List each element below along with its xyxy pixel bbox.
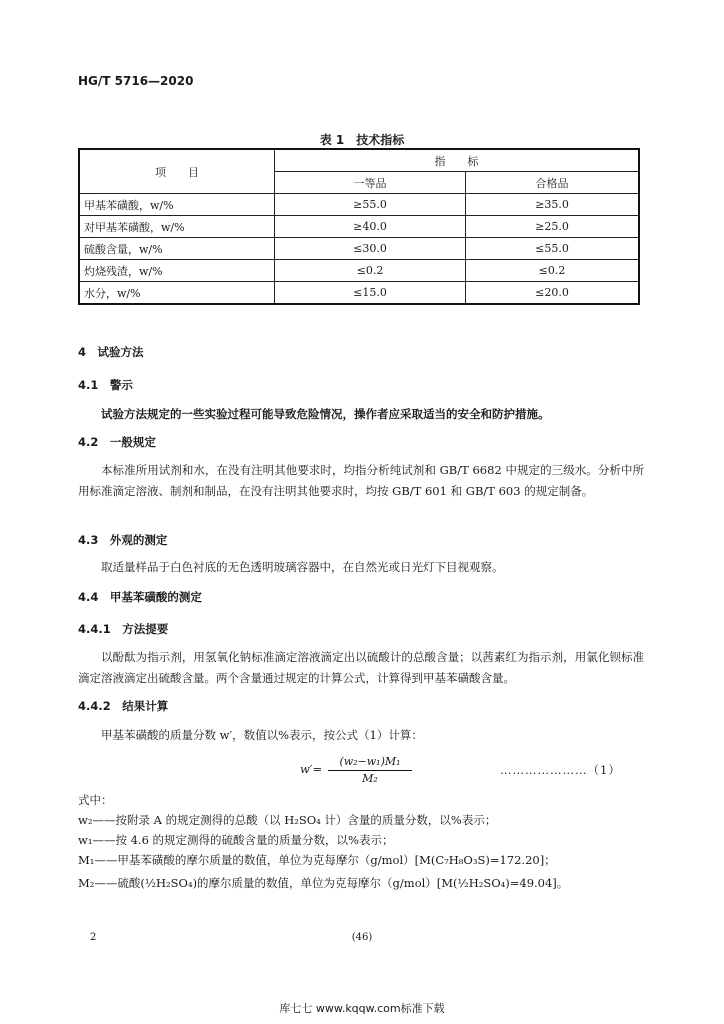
formula-1 (300, 754, 430, 786)
table-row (79, 282, 639, 305)
section-4-2-text: 本标准所用试剂和水，在没有注明其他要求时，均指分析纯试剂和 GB/T 6682 中规定的三级水。分析中所用标准滴定溶液、制剂和制品，在没有注明其他要求时，均按 GB/T 601 和 GB/T 603 的规定制备。 (78, 463, 644, 498)
section-4-4-1-heading: 4.4.1 方法提要 (78, 622, 169, 636)
header-item: 项 目 (79, 149, 275, 194)
formula-lhs: w′= (300, 762, 323, 776)
table-row (79, 238, 639, 260)
row-grade2: ≥35.0 (466, 194, 640, 216)
section-4-2-heading: 4.2 一般规定 (78, 435, 156, 449)
header-grade1: 一等品 (275, 172, 466, 194)
row-grade2: ≤20.0 (466, 282, 640, 305)
row-grade2: ≤55.0 (466, 238, 640, 260)
variable-w2: w₂——按附录 A 的规定测得的总酸（以 H₂SO₄ 计）含量的质量分数，以%表示； (78, 813, 497, 827)
table-row (79, 216, 639, 238)
row-item: 甲基苯磺酸，w/% (79, 194, 275, 216)
row-grade2: ≤0.2 (466, 260, 640, 282)
row-grade1: ≤30.0 (275, 238, 466, 260)
formula-numerator: (w₂−w₁)M₁ (328, 754, 412, 771)
section-4-4-1-text: 以酚酞为指示剂，用氢氧化钠标准滴定溶液滴定出以硫酸计的总酸含量；以茜素红为指示剂，用氯化钡标准滴定溶液滴定出硫酸含量。两个含量通过规定的计算公式，计算得到甲基苯磺酸含量。 (78, 650, 644, 685)
section-4-4-2-heading: 4.4.2 结果计算 (78, 699, 169, 713)
row-grade1: ≥55.0 (275, 194, 466, 216)
section-4-1-heading: 4.1 警示 (78, 378, 133, 392)
formula-denominator: M₂ (362, 772, 378, 785)
table-row (79, 260, 639, 282)
formula-number: …………………（1） (500, 763, 621, 777)
table-title: 表 1 技术指标 (319, 133, 405, 147)
technical-index-table (78, 148, 640, 305)
section-4-3-text: 取适量样品于白色衬底的无色透明玻璃容器中，在自然光或日光灯下目视观察。 (101, 560, 504, 574)
variable-m2: M₂——硫酸(½H₂SO₄)的摩尔质量的数值，单位为克每摩尔（g/mol）[M(½H₂SO₄)=49.04]。 (78, 876, 569, 890)
table-row (79, 194, 639, 216)
page-center-number: (46) (351, 932, 373, 943)
section-4-1-text: 试验方法规定的一些实验过程可能导致危险情况，操作者应采取适当的安全和防护措施。 (101, 407, 550, 421)
row-item: 对甲基苯磺酸，w/% (79, 216, 275, 238)
section-4-3-heading: 4.3 外观的测定 (78, 533, 168, 547)
formula-fraction (328, 754, 412, 787)
row-grade1: ≥40.0 (275, 216, 466, 238)
header-index: 指 标 (275, 149, 640, 172)
section-4-4-2-text: 甲基苯磺酸的质量分数 w′，数值以%表示，按公式（1）计算： (101, 728, 423, 742)
row-grade1: ≤15.0 (275, 282, 466, 305)
watermark: 库七七 www.kqqw.com标准下载 (279, 1002, 445, 1015)
variable-m1: M₁——甲基苯磺酸的摩尔质量的数值，单位为克每摩尔（g/mol）[M(C₇H₈O₃S)=172.20]； (78, 853, 556, 867)
row-item: 灼烧残渣，w/% (79, 260, 275, 282)
section-4-4-heading: 4.4 甲基苯磺酸的测定 (78, 590, 202, 604)
header-grade2: 合格品 (466, 172, 640, 194)
section-4-heading: 4 试验方法 (78, 345, 144, 359)
standard-number: HG/T 5716—2020 (78, 74, 194, 88)
variables-intro: 式中： (78, 793, 113, 807)
variable-w1: w₁——按 4.6 的规定测得的硫酸含量的质量分数，以%表示； (78, 833, 394, 847)
row-grade1: ≤0.2 (275, 260, 466, 282)
row-item: 水分，w/% (79, 282, 275, 305)
row-grade2: ≥25.0 (466, 216, 640, 238)
page-number: 2 (90, 932, 97, 943)
row-item: 硫酸含量，w/% (79, 238, 275, 260)
